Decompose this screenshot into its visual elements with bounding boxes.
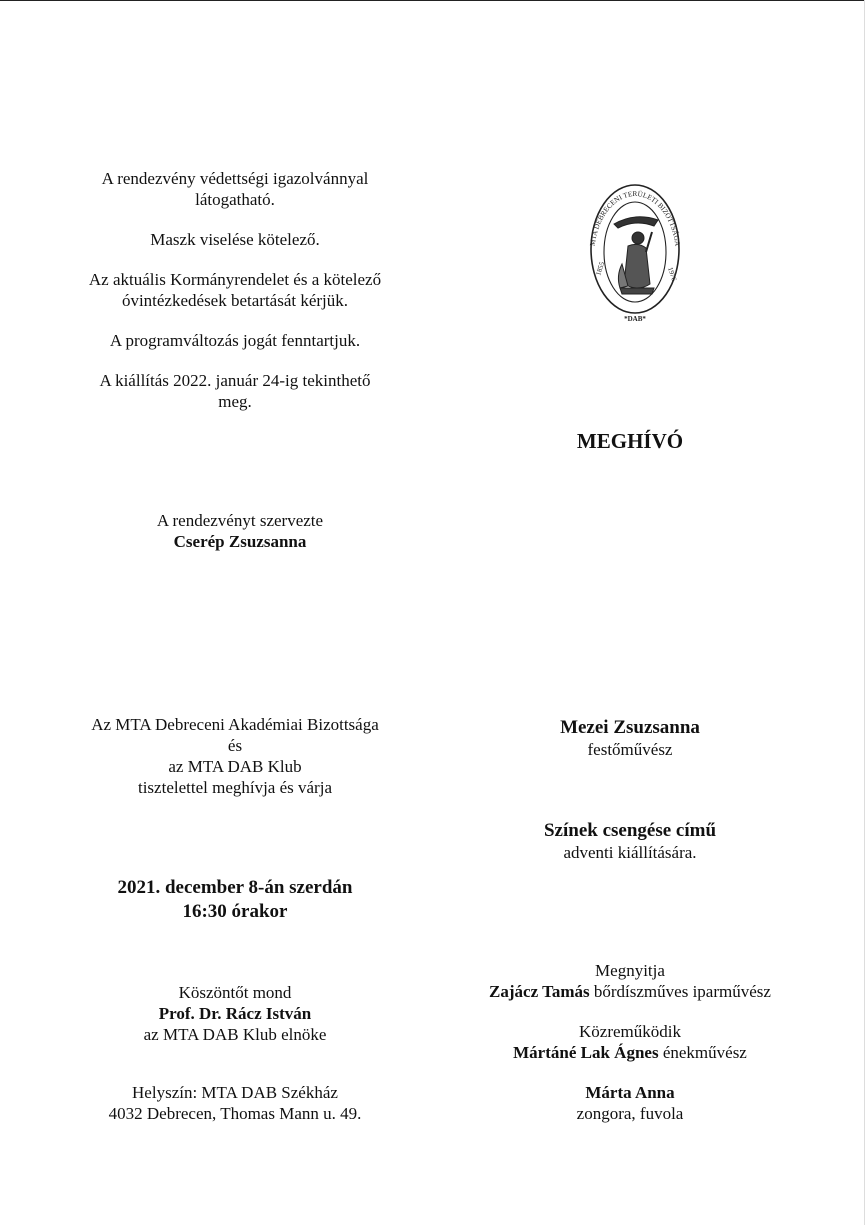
opening-label: Megnyitja	[595, 961, 665, 980]
gov-notice-line: óvintézkedések betartását kérjük.	[121, 291, 349, 310]
dab-emblem-logo	[580, 176, 690, 326]
contrib-role: énekművész	[658, 1043, 747, 1062]
venue-block	[60, 1082, 410, 1124]
event-time: 16:30 órakor	[182, 901, 288, 922]
venue-line: Helyszín: MTA DAB Székház	[132, 1083, 338, 1102]
notice-line: látogatható.	[195, 190, 275, 209]
mask-notice: Maszk viselése kötelező.	[150, 230, 320, 249]
event-date: 2021. december 8-án szerdán	[117, 877, 353, 898]
host-line: és	[227, 736, 243, 755]
exhibition-block	[460, 819, 800, 863]
exhibit-notice-line: A kiállítás 2022. január 24-ig tekinthető	[99, 371, 371, 390]
artist-role: festőművész	[587, 740, 673, 759]
musician-name: Márta Anna	[585, 1083, 675, 1102]
musician-block	[460, 1082, 800, 1124]
host-line: Az MTA Debreceni Akadémiai Bizottsága	[91, 715, 379, 734]
changes-notice: A programváltozás jogát fenntartjuk.	[109, 331, 361, 350]
greeting-name: Prof. Dr. Rácz István	[158, 1004, 312, 1023]
contrib-block	[430, 1021, 830, 1063]
event-datetime	[60, 876, 410, 924]
exhibition-title: Színek csengése című	[543, 820, 717, 841]
organizer-block	[100, 510, 380, 552]
organizer-label: A rendezvényt szervezte	[156, 511, 324, 530]
host-block	[60, 714, 410, 798]
emblem-figure-illustration	[614, 217, 658, 294]
gov-notice-line: Az aktuális Kormányrendelet és a kötelező	[88, 270, 382, 289]
emblem-right-year: 1976	[666, 266, 679, 282]
exhibit-notice-line: meg.	[218, 392, 252, 411]
greeting-role: az MTA DAB Klub elnöke	[143, 1025, 327, 1044]
host-line: az MTA DAB Klub	[168, 757, 302, 776]
emblem-bottom-text: *DAB*	[624, 315, 646, 323]
opening-block	[430, 960, 830, 1002]
emblem-left-year: 1855	[594, 260, 607, 277]
artist-name: Mezei Zsuzsanna	[560, 717, 700, 738]
emblem-top-text: MTA DEBRECENI TERÜLETI BIZOTTSÁGA	[588, 189, 682, 247]
greeting-block	[60, 982, 410, 1045]
page-title: MEGHÍVÓ	[576, 429, 684, 453]
organizer-name: Cserép Zsuzsanna	[173, 532, 307, 551]
host-line: tisztelettel meghívja és várja	[137, 778, 332, 797]
greeting-label: Köszöntőt mond	[178, 983, 292, 1002]
musician-role: zongora, fuvola	[576, 1104, 684, 1123]
opening-role: bőrdíszműves iparművész	[589, 982, 771, 1001]
contrib-name: Mártáné Lak Ágnes	[513, 1043, 659, 1062]
artist-block	[460, 716, 800, 760]
venue-address: 4032 Debrecen, Thomas Mann u. 49.	[108, 1104, 362, 1123]
notice-line: A rendezvény védettségi igazolvánnyal	[101, 169, 369, 188]
top-border	[0, 0, 865, 1]
notice-block	[60, 168, 410, 412]
contrib-label: Közreműködik	[579, 1022, 681, 1041]
exhibition-subtitle: adventi kiállítására.	[563, 843, 697, 862]
opening-name: Zajácz Tamás	[489, 982, 590, 1001]
